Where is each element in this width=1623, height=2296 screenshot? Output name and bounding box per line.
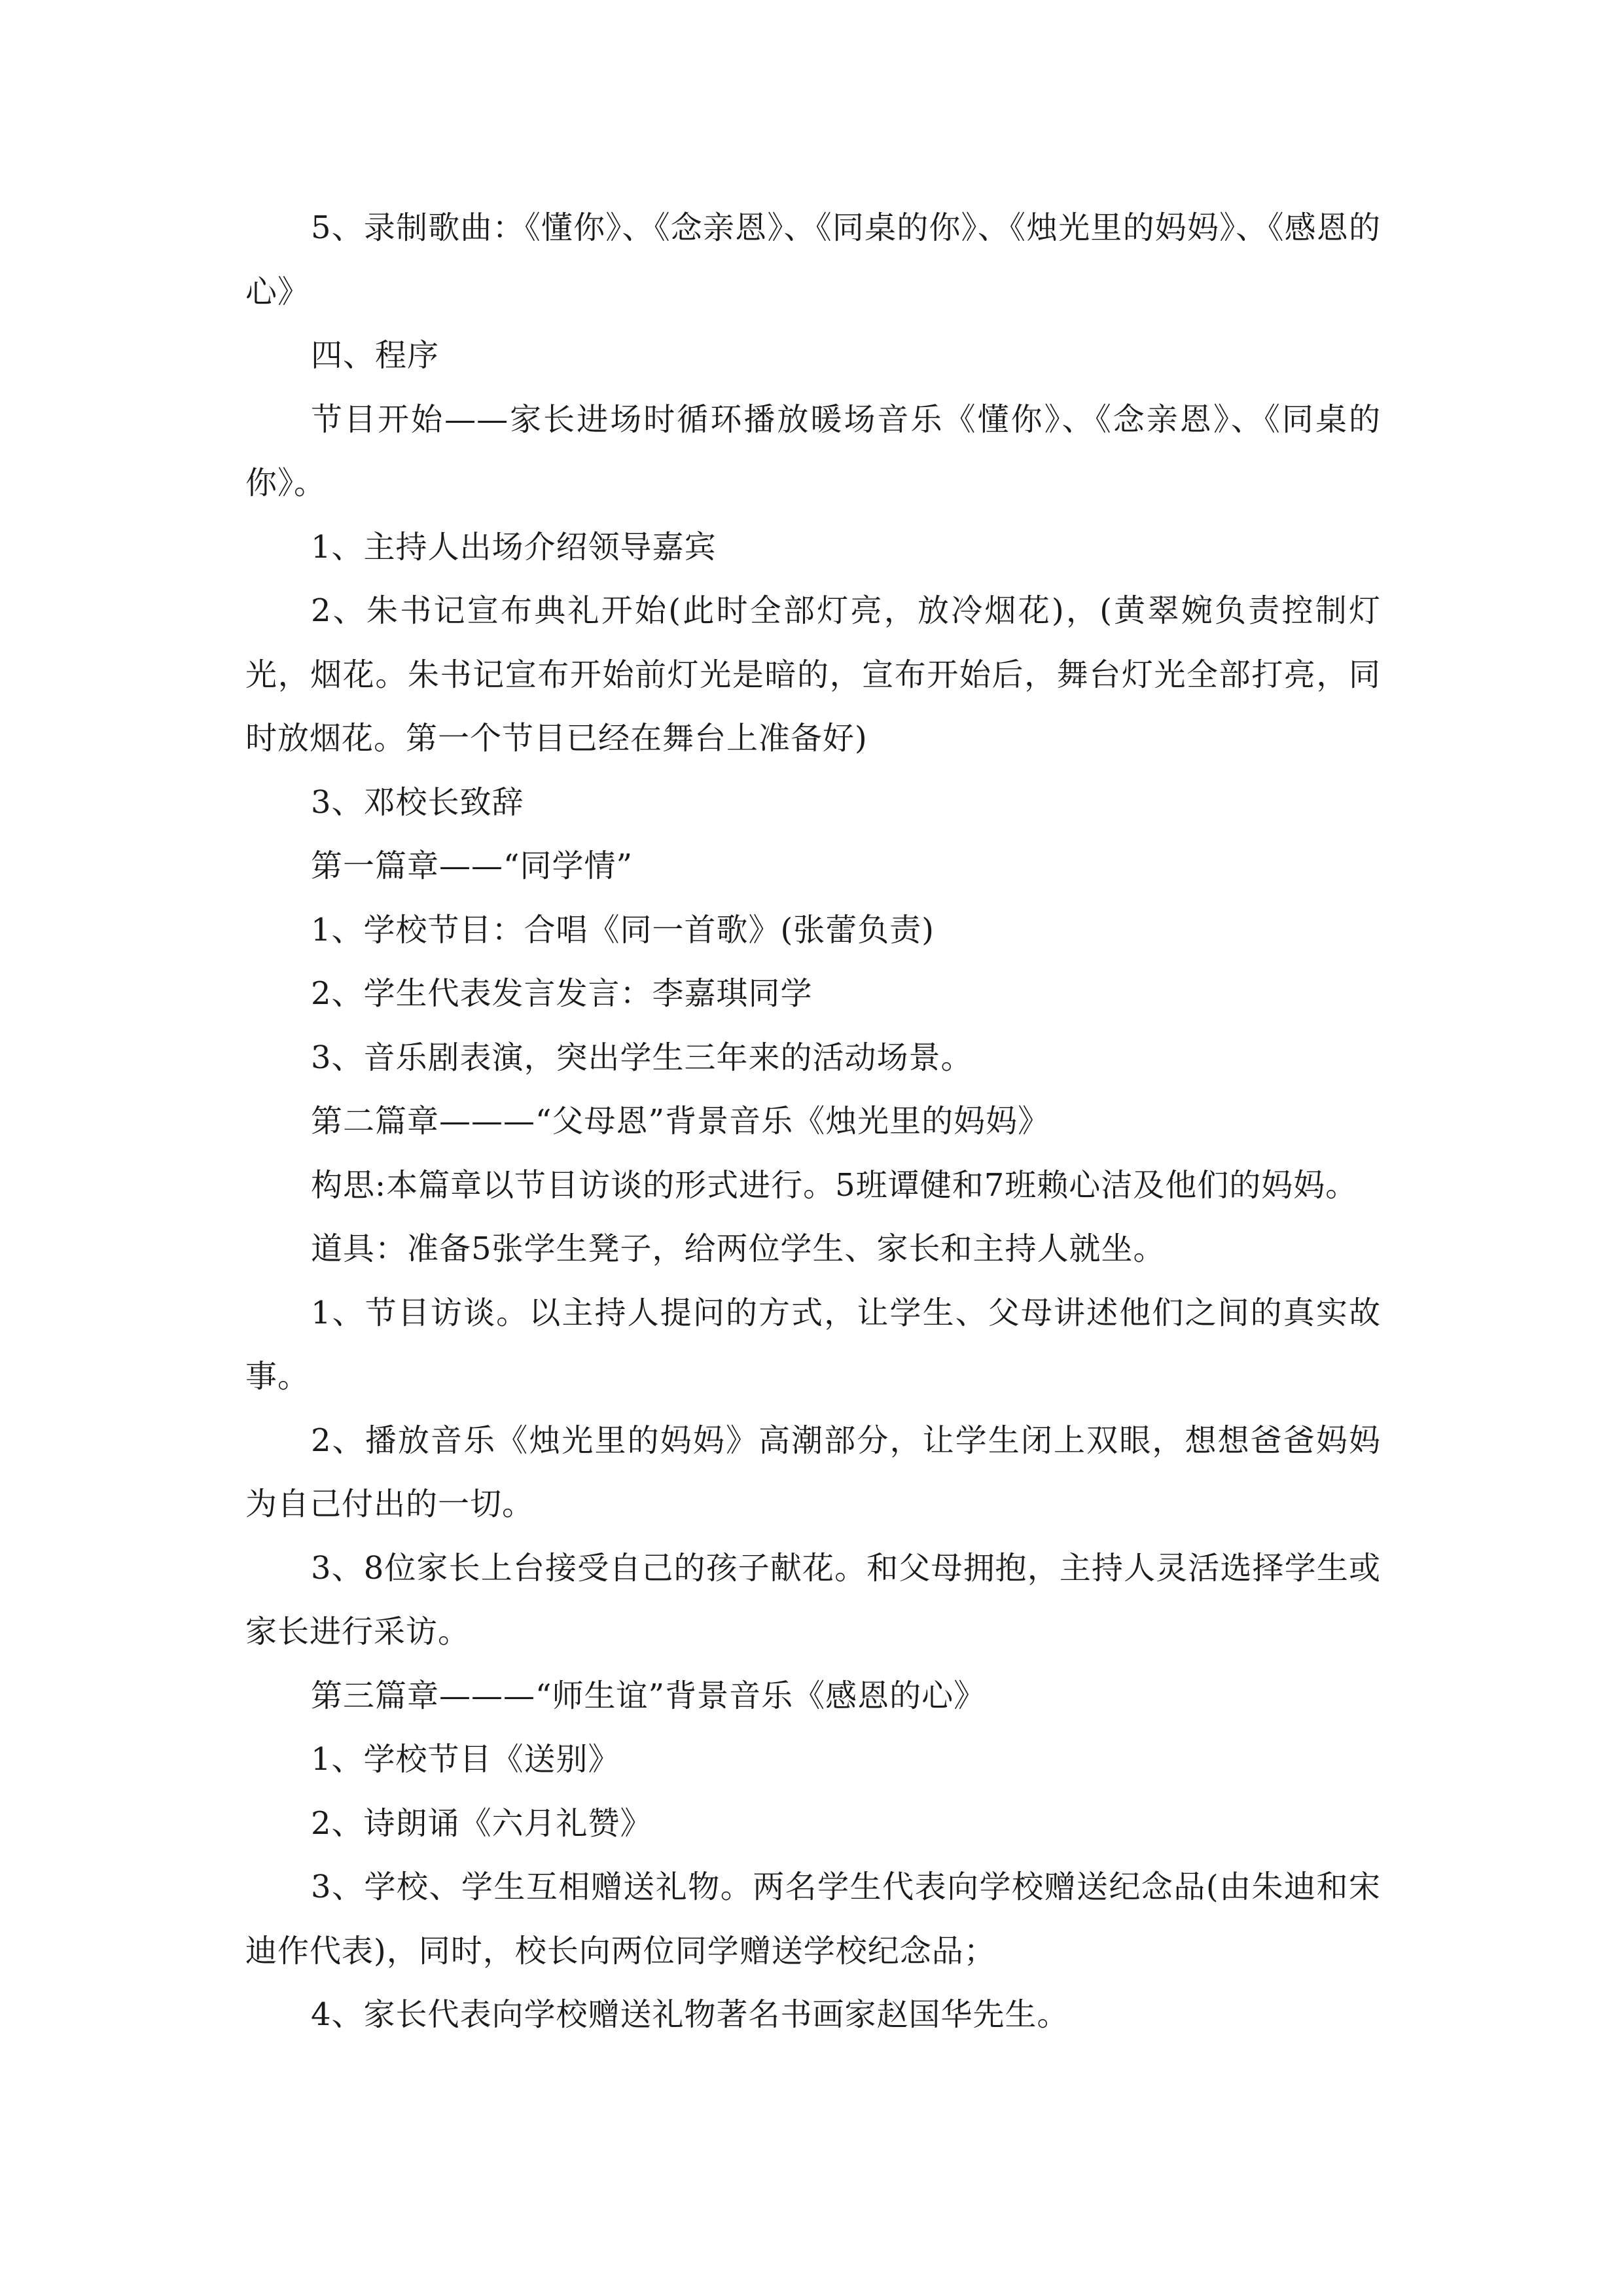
paragraph-host-intro: 1、主持人出场介绍领导嘉宾 [311,528,717,565]
document-body [245,196,1381,2047]
paragraph-parent-gift: 4、家长代表向学校赠送礼物著名书画家赵国华先生。 [311,1996,1069,2033]
heading-program: 四、程序 [311,337,440,374]
paragraph-principal-speech: 3、邓校长致辞 [311,783,524,821]
paragraph-farewell-show: 1、学校节目《送别》 [311,1741,620,1778]
heading-chapter-three: 第三篇章———“师生谊”背景音乐《感恩的心》 [311,1677,986,1714]
paragraph-interview: 1、节目访谈。以主持人提问的方式，让学生、父母讲述他们之间的真实故事。 [245,1294,1381,1395]
paragraph-chorus: 1、学校节目：合唱《同一首歌》(张蕾负责) [311,911,935,948]
paragraph-program-start: 节目开始——家长进场时循环播放暖场音乐《懂你》、《念亲恩》、《同桌的你》。 [245,401,1381,501]
paragraph-musical: 3、音乐剧表演，突出学生三年来的活动场景。 [311,1039,973,1076]
paragraph-concept: 构思:本篇章以节目访谈的形式进行。5班谭健和7班赖心洁及他们的妈妈。 [311,1166,1358,1204]
paragraph-poem-recital: 2、诗朗诵《六月礼赞》 [311,1804,652,1842]
heading-chapter-two: 第二篇章———“父母恩”背景音乐《烛光里的妈妈》 [311,1103,1050,1139]
paragraph-parents-flowers: 3、8位家长上台接受自己的孩子献花。和父母拥抱，主持人灵活选择学生或家长进行采访。 [245,1549,1381,1650]
paragraph-ceremony-start: 2、朱书记宣布典礼开始(此时全部灯亮，放冷烟花)，(黄翠婉负责控制灯光，烟花。朱书记宣布开始前灯光是暗的，宣布开始后，舞台灯光全部打亮，同时放烟花。第一个节目已经在舞台上准备好) [245,592,1381,757]
paragraph-student-speech: 2、学生代表发言发言：李嘉琪同学 [311,975,813,1012]
paragraph-music-climax: 2、播放音乐《烛光里的妈妈》高潮部分，让学生闭上双眼，想想爸爸妈妈为自己付出的一切。 [245,1422,1381,1522]
paragraph-props: 道具：准备5张学生凳子，给两位学生、家长和主持人就坐。 [311,1230,1166,1267]
paragraph-gift-exchange: 3、学校、学生互相赠送礼物。两名学生代表向学校赠送纪念品(由朱迪和宋迪作代表)，同时，校长向两位同学赠送学校纪念品； [245,1869,1381,1969]
heading-chapter-one: 第一篇章——“同学情” [311,848,633,884]
paragraph-song-list: 5、录制歌曲：《懂你》、《念亲恩》、《同桌的你》、《烛光里的妈妈》、《感恩的心》 [245,209,1381,310]
